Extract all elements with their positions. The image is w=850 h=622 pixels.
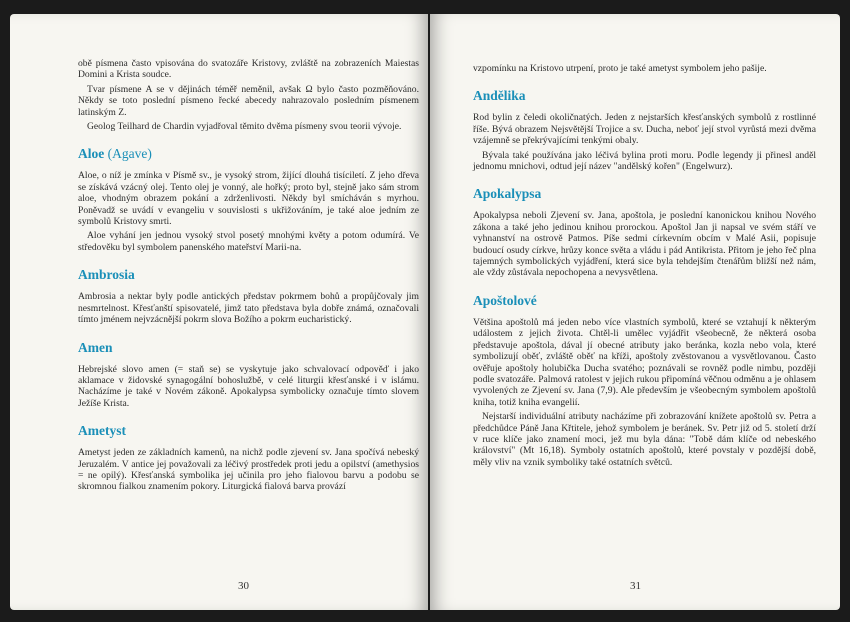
left-page-text	[78, 58, 419, 496]
section-heading-ametyst: Ametyst	[78, 423, 126, 439]
section-paragraph: Většina apoštolů má jeden nebo více vlastních symbolů, které se vztahují k některým událostem z jejich života. Chtěl-li umělec vyjádřit všeobecně, že některá osoba představuje apoštola, dával jí obecné atributy jako beránka, kozla nebo vola, které symbolizují oběť, zvláště oběť na kříži, apoštoly zvěstovanou a vysvětlovanou. Často ověřuje apoštoly holubička Ducha svatého; poznávali se rovněž podle nimbu, později podle svatozáře. Palmová ratolest v jejich rukou připomíná věčnou odměnu a je ohlasem vyvolených ze Zjevení sv. Jana (7,9). Ale především je všeobecným symbolem apoštolů kniha, totiž kniha evangelií.	[473, 316, 816, 408]
section-paragraph: Ametyst jeden ze základních kamenů, na nichž podle zjevení sv. Jana spočívá nebeský Jeruzalém. V antice jej považovali za léčivý prostředek proti jedu a opilství (amethysios = ne opilý). Křesťanská symbolika jej učinila pro jeho fialovou barvu a podobu se skromnou fialkou znamením pokory. Liturgická fialová barva provází	[78, 447, 419, 493]
section-paragraph: Aloe, o níž je zmínka v Písmě sv., je vysoký strom, žijící dlouhá tisíciletí. Z jeho dřeva se získává vzácný olej. Tento olej je vonný, ale hořký; proto byl, stejně jako sám strom aloe, vhodným obrazem pokání a zdrženlivosti. Někdy byl smícháván s myrhou. Poněvadž se uvádí v evangeliu v souvislosti s ukřižováním, je také aloe jedním ze symbolů Kristovy smrti.	[78, 170, 419, 228]
heading-paren: (Agave)	[107, 146, 152, 162]
section-paragraph: Bývala také používána jako léčivá bylina proti moru. Podle legendy ji přinesl anděl jednomu mnichovi, odtud její název "andělský kořen" (Engelwurz).	[473, 149, 816, 173]
section-heading-apostolove: Apoštolové	[473, 292, 537, 308]
intro-paragraph: Geolog Teilhard de Chardin vyjadřoval těmito dvěma písmeny svou teorii vývoje.	[87, 121, 402, 133]
section-paragraph: Hebrejské slovo amen (= staň se) se vyskytuje jako schvalovací odpověď i jako aklamace v židovské synagogální bohoslužbě, v celé liturgii křesťanské i v islámu. Nacházíme je také v Novém zákoně. Apokalypsa symbolicky označuje tímto slovem Ježíše Krista.	[78, 363, 419, 409]
section-heading-apokalypsa: Apokalypsa	[473, 186, 542, 202]
left-page	[10, 14, 428, 610]
page-number: 31	[630, 580, 641, 592]
page-number: 30	[238, 580, 249, 592]
right-page-text	[473, 63, 816, 471]
right-page	[430, 14, 840, 610]
section-heading-ambrosia: Ambrosia	[78, 267, 135, 283]
section-paragraph: Aloe vyhání jen jednou vysoký stvol posetý mnohými květy a potom odumírá. Ve středověku byl symbolem panenského mateřství Marii-na.	[78, 230, 419, 253]
heading-title: Aloe	[78, 146, 105, 162]
section-heading-aloe	[78, 146, 419, 161]
intro-paragraph: vzpomínku na Kristovo utrpení, proto je také ametyst symbolem jeho pašije.	[473, 63, 767, 74]
section-heading-andelika: Andělika	[473, 88, 526, 104]
intro-paragraph: obě písmena často vpisována do svatozáře Kristovy, zvláště na zobrazeních Maiestas Domini a Krista soudce.	[78, 58, 419, 81]
section-paragraph: Apokalypsa neboli Zjevení sv. Jana, apoštola, je poslední kanonickou knihou Nového zákona a také jeho jedinou knihou prorockou. Apoštol Jan ji napsal ve svém stáří ve vyhnanství na ostrově Patmos. Píše sedmi církevním obcím v Malé Asii, popisuje budoucí osudy církve, hrůzy konce světa a vládu i pád Antikrista. Přitom je jeho řeč plna tajemných symbolických vyjádření, která sice byla tehdejším čtenářům bližší než nám, ale vždy zůstávala nepochopena a nevysvětlena.	[473, 210, 816, 279]
section-paragraph: Ambrosia a nektar byly podle antických představ pokrmem bohů a propůjčovaly jim nesmrtelnost. Křesťanští spisovatelé, jimž tato představa byla dobře známá, označovali tímto jménem nejvzácnější pokrm slova Božího a pokrm eucharistický.	[78, 291, 419, 326]
section-heading-amen: Amen	[78, 339, 113, 355]
section-paragraph: Nejstarší individuální atributy nacházíme při zobrazování knížete apoštolů sv. Petra a předchůdce Páně Jana Křtitele, jehož symbolem je beránek. Sv. Petr již od 5. století drží v ruce klíče jako znamení moci, jež mu byla dána: "Tobě dám klíče od nebeského království" (Mt 16,18). Symboly ostatních apoštolů, které povstaly v pozdější době, měly vliv na vznik symboliky také ostatních světců.	[473, 411, 816, 468]
section-paragraph: Rod bylin z čeledi okoličnatých. Jeden z nejstarších křesťanských symbolů z rostlinné říše. Bývá obrazem Nejsvětější Trojice a sv. Ducha, neboť její stvol vyrůstá mezi dvěma vzájemně se překrývajícími tenkými obaly.	[473, 112, 816, 147]
intro-paragraph: Tvar písmene A se v dějinách téměř neměnil, avšak Ω bylo často pozměňováno. Někdy se toto poslední písmeno řecké abecedy nahrazovalo posledním písmenem latinským Z.	[78, 83, 419, 118]
